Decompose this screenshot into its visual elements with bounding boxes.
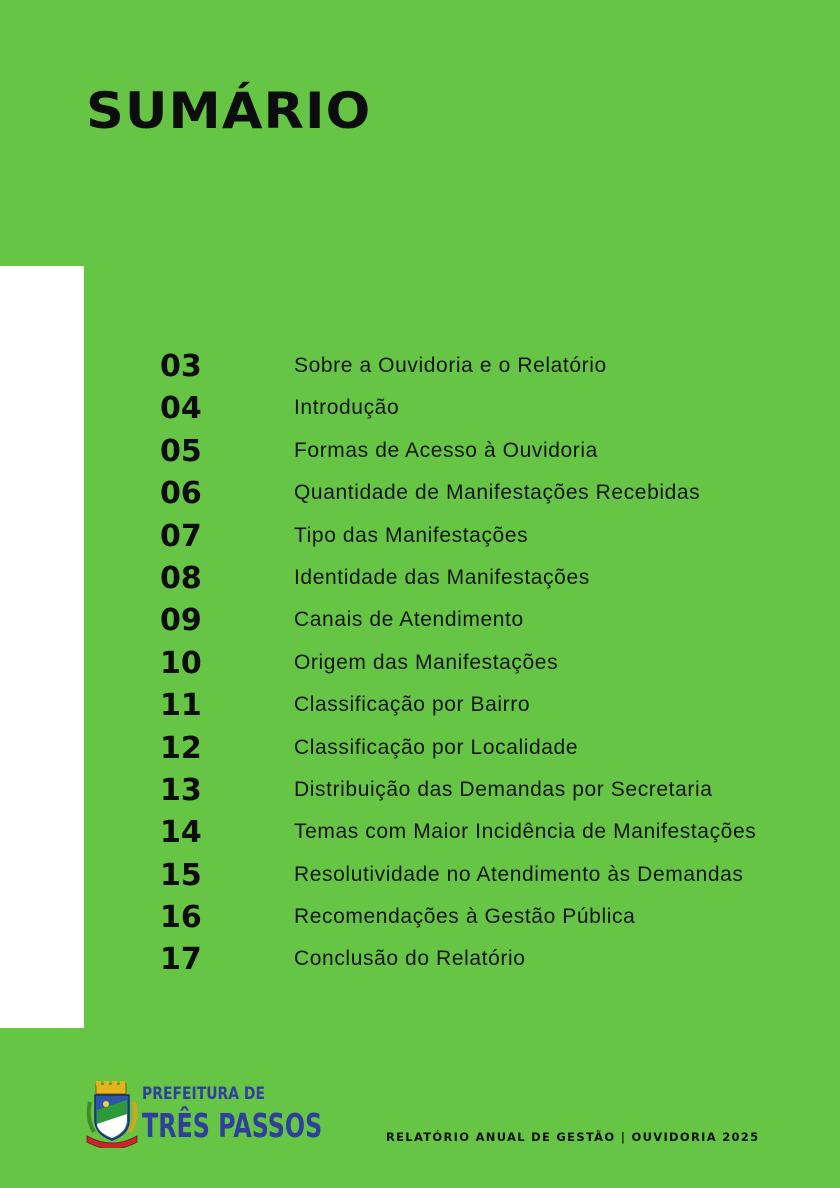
toc-page-number: 13 (160, 772, 202, 808)
toc-row[interactable] (160, 346, 820, 388)
toc-entry-label: Canais de Atendimento (294, 608, 524, 632)
toc-entry-label: Introdução (294, 396, 400, 420)
toc-row[interactable] (160, 473, 820, 515)
toc-row[interactable] (160, 431, 820, 473)
toc-row[interactable] (160, 643, 820, 685)
toc-row[interactable] (160, 388, 820, 430)
toc-entry-label: Identidade das Manifestações (294, 565, 590, 589)
logo-text-prefeitura: PREFEITURA DE (142, 1084, 266, 1104)
toc-row[interactable] (160, 516, 820, 558)
toc-entry-label: Resolutividade no Atendimento às Demandas (294, 862, 744, 886)
toc-page-number: 15 (160, 857, 202, 893)
toc-row[interactable] (160, 939, 820, 981)
toc-entry-label: Conclusão do Relatório (294, 947, 526, 971)
toc-row[interactable] (160, 558, 820, 600)
toc-entry-label: Quantidade de Manifestações Recebidas (294, 481, 701, 505)
toc-row[interactable] (160, 728, 820, 770)
toc-entry-label: Tipo das Manifestações (294, 523, 529, 547)
toc-page-number: 09 (160, 603, 202, 639)
toc-page-number: 10 (160, 645, 202, 681)
toc-entry-label: Sobre a Ouvidoria e o Relatório (294, 354, 607, 377)
toc-page-number: 04 (160, 391, 202, 427)
toc-entry-label: Formas de Acesso à Ouvidoria (294, 438, 598, 462)
toc-entry-label: Classificação por Bairro (294, 693, 531, 717)
toc-row[interactable] (160, 600, 820, 642)
toc-page-number: 07 (160, 518, 202, 554)
prefeitura-logo (84, 1080, 334, 1150)
toc-entry-label: Origem das Manifestações (294, 650, 559, 674)
toc-page-number: 11 (160, 688, 202, 724)
toc-row[interactable] (160, 685, 820, 727)
toc-entry-label: Recomendações à Gestão Pública (294, 905, 636, 929)
toc-page-number: 05 (160, 433, 202, 469)
municipal-crest-icon (84, 1080, 140, 1148)
toc-page-number: 06 (160, 476, 202, 512)
toc-entry-label: Distribuição das Demandas por Secretaria (294, 777, 713, 801)
decorative-white-strip (0, 266, 84, 1028)
toc-row[interactable] (160, 812, 820, 854)
table-of-contents (160, 346, 820, 982)
toc-page-number: 03 (160, 349, 202, 384)
toc-entry-label: Classificação por Localidade (294, 735, 579, 759)
toc-row[interactable] (160, 855, 820, 897)
toc-entry-label: Temas com Maior Incidência de Manifestações (294, 820, 757, 844)
page-title: SUMÁRIO (86, 82, 372, 140)
toc-page-number: 16 (160, 900, 202, 936)
toc-page-number: 17 (160, 942, 202, 978)
footer-report-label: RELATÓRIO ANUAL DE GESTÃO | OUVIDORIA 2025 (386, 1130, 760, 1144)
toc-page-number: 08 (160, 560, 202, 596)
toc-page-number: 12 (160, 730, 202, 766)
toc-row[interactable] (160, 897, 820, 939)
logo-text-city: TRÊS PASSOS (142, 1106, 323, 1145)
toc-row[interactable] (160, 770, 820, 812)
toc-page-number: 14 (160, 815, 202, 851)
